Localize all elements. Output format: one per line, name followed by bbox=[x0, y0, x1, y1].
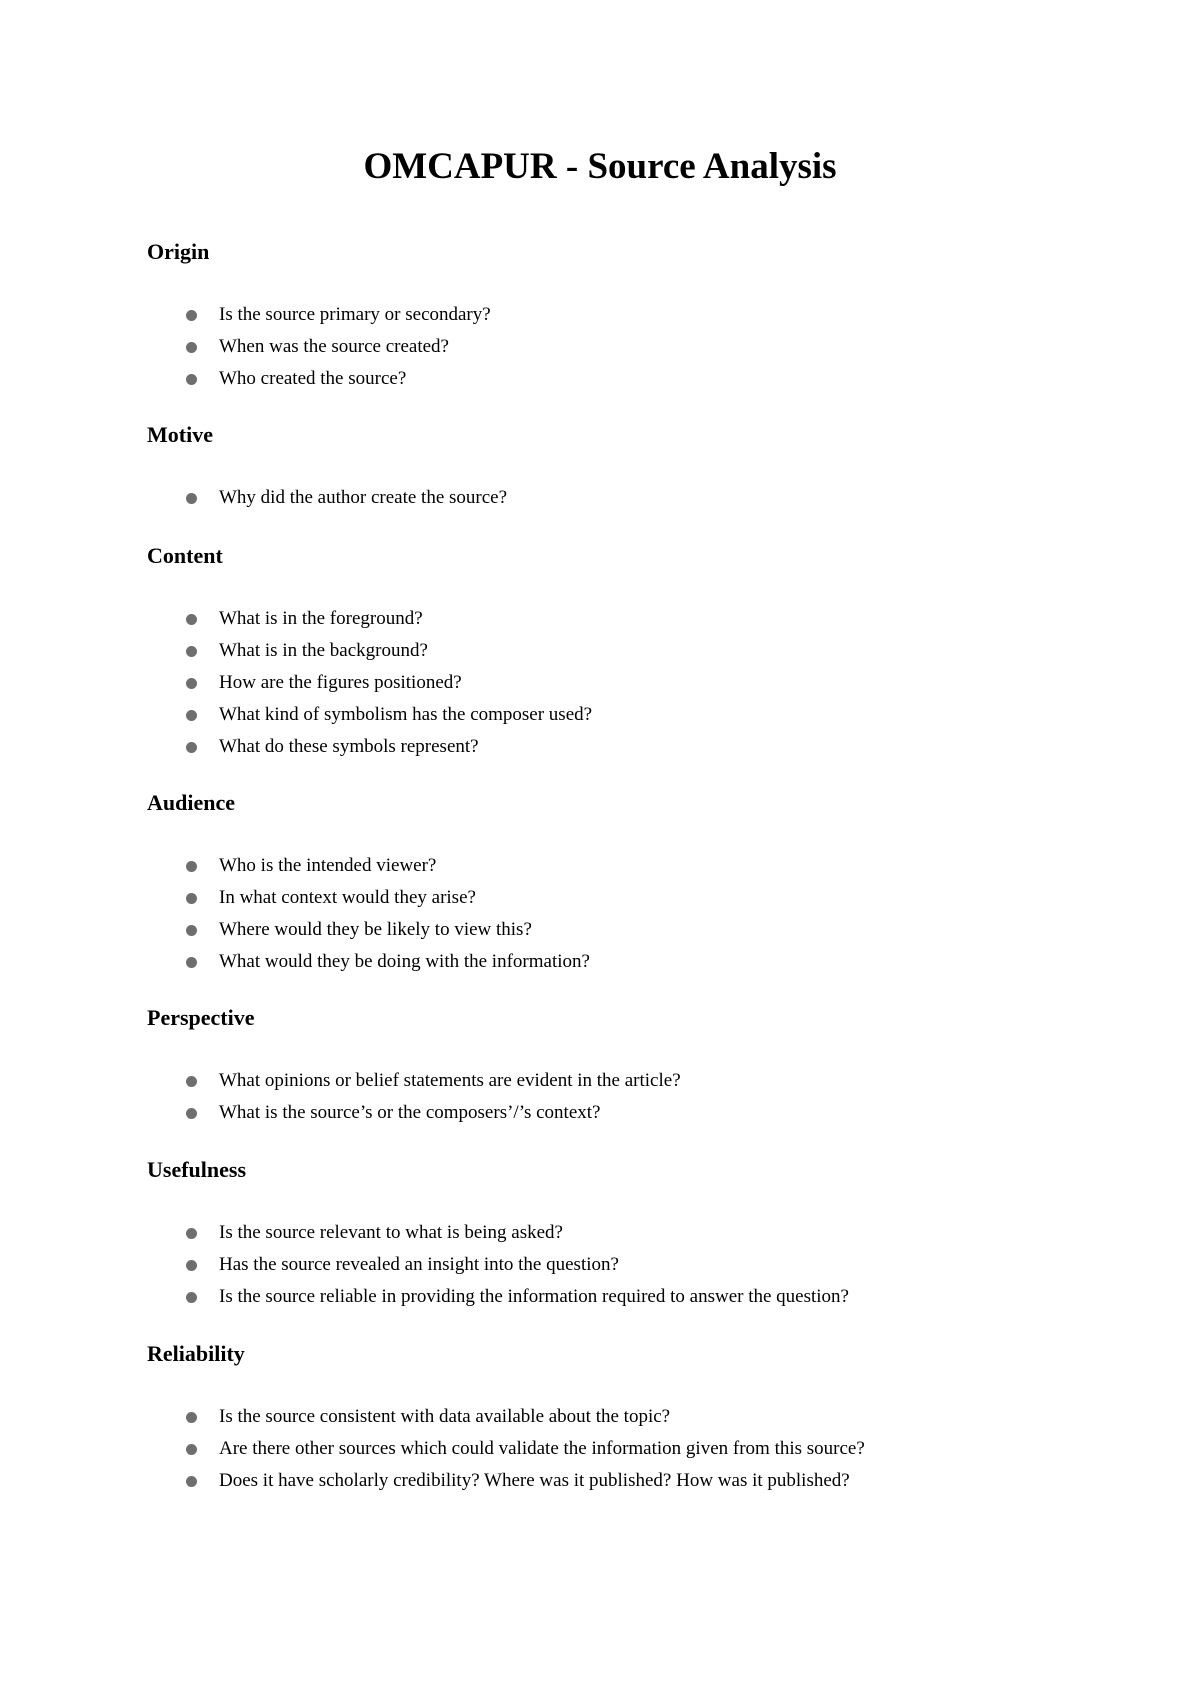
list-item-text: What is in the background? bbox=[219, 640, 428, 661]
bullet-list bbox=[147, 299, 1047, 395]
list-item-text: Is the source primary or secondary? bbox=[219, 304, 491, 325]
section-content bbox=[147, 542, 1047, 757]
list-item bbox=[147, 1465, 1047, 1497]
list-item-text: Where would they be likely to view this? bbox=[219, 919, 532, 940]
list-item-text: Who is the intended viewer? bbox=[219, 855, 437, 876]
bullet-icon bbox=[186, 1108, 197, 1119]
bullet-icon bbox=[186, 374, 197, 385]
bullet-list bbox=[147, 603, 1047, 763]
list-item bbox=[147, 946, 1047, 978]
list-item-text: What do these symbols represent? bbox=[219, 736, 479, 757]
bullet-icon bbox=[186, 1476, 197, 1487]
section-motive bbox=[147, 421, 1047, 508]
bullet-icon bbox=[186, 310, 197, 321]
list-item-text: Is the source reliable in providing the information required to answer the question? bbox=[219, 1286, 849, 1307]
list-item-text: Has the source revealed an insight into the question? bbox=[219, 1254, 619, 1275]
list-item-text: Does it have scholarly credibility? Where was it published? How was it published? bbox=[219, 1470, 850, 1491]
list-item bbox=[147, 699, 1047, 731]
list-item-text: Who created the source? bbox=[219, 368, 407, 389]
list-item-text: What is in the foreground? bbox=[219, 608, 423, 629]
list-item bbox=[147, 299, 1047, 331]
list-item bbox=[147, 882, 1047, 914]
bullet-icon bbox=[186, 342, 197, 353]
bullet-icon bbox=[186, 957, 197, 968]
section-audience bbox=[147, 789, 1047, 972]
list-item-text: When was the source created? bbox=[219, 336, 449, 357]
bullet-icon bbox=[186, 710, 197, 721]
bullet-icon bbox=[186, 1076, 197, 1087]
list-item-text: What is the source’s or the composers’/’s context? bbox=[219, 1102, 601, 1123]
bullet-list bbox=[147, 1065, 1047, 1129]
list-item-text: What would they be doing with the information? bbox=[219, 951, 590, 972]
bullet-icon bbox=[186, 646, 197, 657]
list-item bbox=[147, 1217, 1047, 1249]
bullet-icon bbox=[186, 493, 197, 504]
list-item-text: Is the source consistent with data available about the topic? bbox=[219, 1406, 671, 1427]
bullet-list bbox=[147, 1401, 1047, 1497]
bullet-list bbox=[147, 850, 1047, 978]
list-item-text: What kind of symbolism has the composer used? bbox=[219, 704, 593, 725]
bullet-icon bbox=[186, 742, 197, 753]
list-item-text: Are there other sources which could validate the information given from this source? bbox=[219, 1438, 865, 1459]
bullet-icon bbox=[186, 614, 197, 625]
list-item bbox=[147, 603, 1047, 635]
list-item bbox=[147, 331, 1047, 363]
bullet-list bbox=[147, 482, 1047, 514]
page-title: OMCAPUR - Source Analysis bbox=[363, 146, 837, 187]
list-item-text: Is the source relevant to what is being asked? bbox=[219, 1222, 563, 1243]
list-item bbox=[147, 667, 1047, 699]
list-item bbox=[147, 1097, 1047, 1129]
section-perspective bbox=[147, 1004, 1047, 1123]
section-heading: Usefulness bbox=[147, 1157, 247, 1182]
bullet-list bbox=[147, 1217, 1047, 1313]
list-item bbox=[147, 635, 1047, 667]
list-item-text: Why did the author create the source? bbox=[219, 487, 508, 508]
bullet-icon bbox=[186, 893, 197, 904]
bullet-icon bbox=[186, 1412, 197, 1423]
bullet-icon bbox=[186, 1292, 197, 1303]
section-heading: Audience bbox=[147, 790, 235, 815]
section-heading: Perspective bbox=[147, 1005, 255, 1030]
list-item bbox=[147, 1065, 1047, 1097]
bullet-icon bbox=[186, 678, 197, 689]
bullet-icon bbox=[186, 1260, 197, 1271]
list-item bbox=[147, 1249, 1047, 1281]
section-usefulness bbox=[147, 1156, 1047, 1307]
list-item bbox=[147, 850, 1047, 882]
list-item bbox=[147, 482, 1047, 514]
section-heading: Reliability bbox=[147, 1341, 245, 1366]
bullet-icon bbox=[186, 861, 197, 872]
list-item-text: How are the figures positioned? bbox=[219, 672, 462, 693]
list-item bbox=[147, 1281, 1047, 1313]
list-item bbox=[147, 1401, 1047, 1433]
section-origin bbox=[147, 238, 1047, 389]
bullet-icon bbox=[186, 1228, 197, 1239]
list-item-text: In what context would they arise? bbox=[219, 887, 476, 908]
list-item bbox=[147, 1433, 1047, 1465]
list-item-text: What opinions or belief statements are evident in the article? bbox=[219, 1070, 681, 1091]
list-item bbox=[147, 363, 1047, 395]
list-item bbox=[147, 731, 1047, 763]
bullet-icon bbox=[186, 925, 197, 936]
section-heading: Motive bbox=[147, 422, 213, 447]
section-reliability bbox=[147, 1340, 1047, 1491]
section-heading: Content bbox=[147, 543, 223, 568]
bullet-icon bbox=[186, 1444, 197, 1455]
section-heading: Origin bbox=[147, 239, 210, 264]
list-item bbox=[147, 914, 1047, 946]
